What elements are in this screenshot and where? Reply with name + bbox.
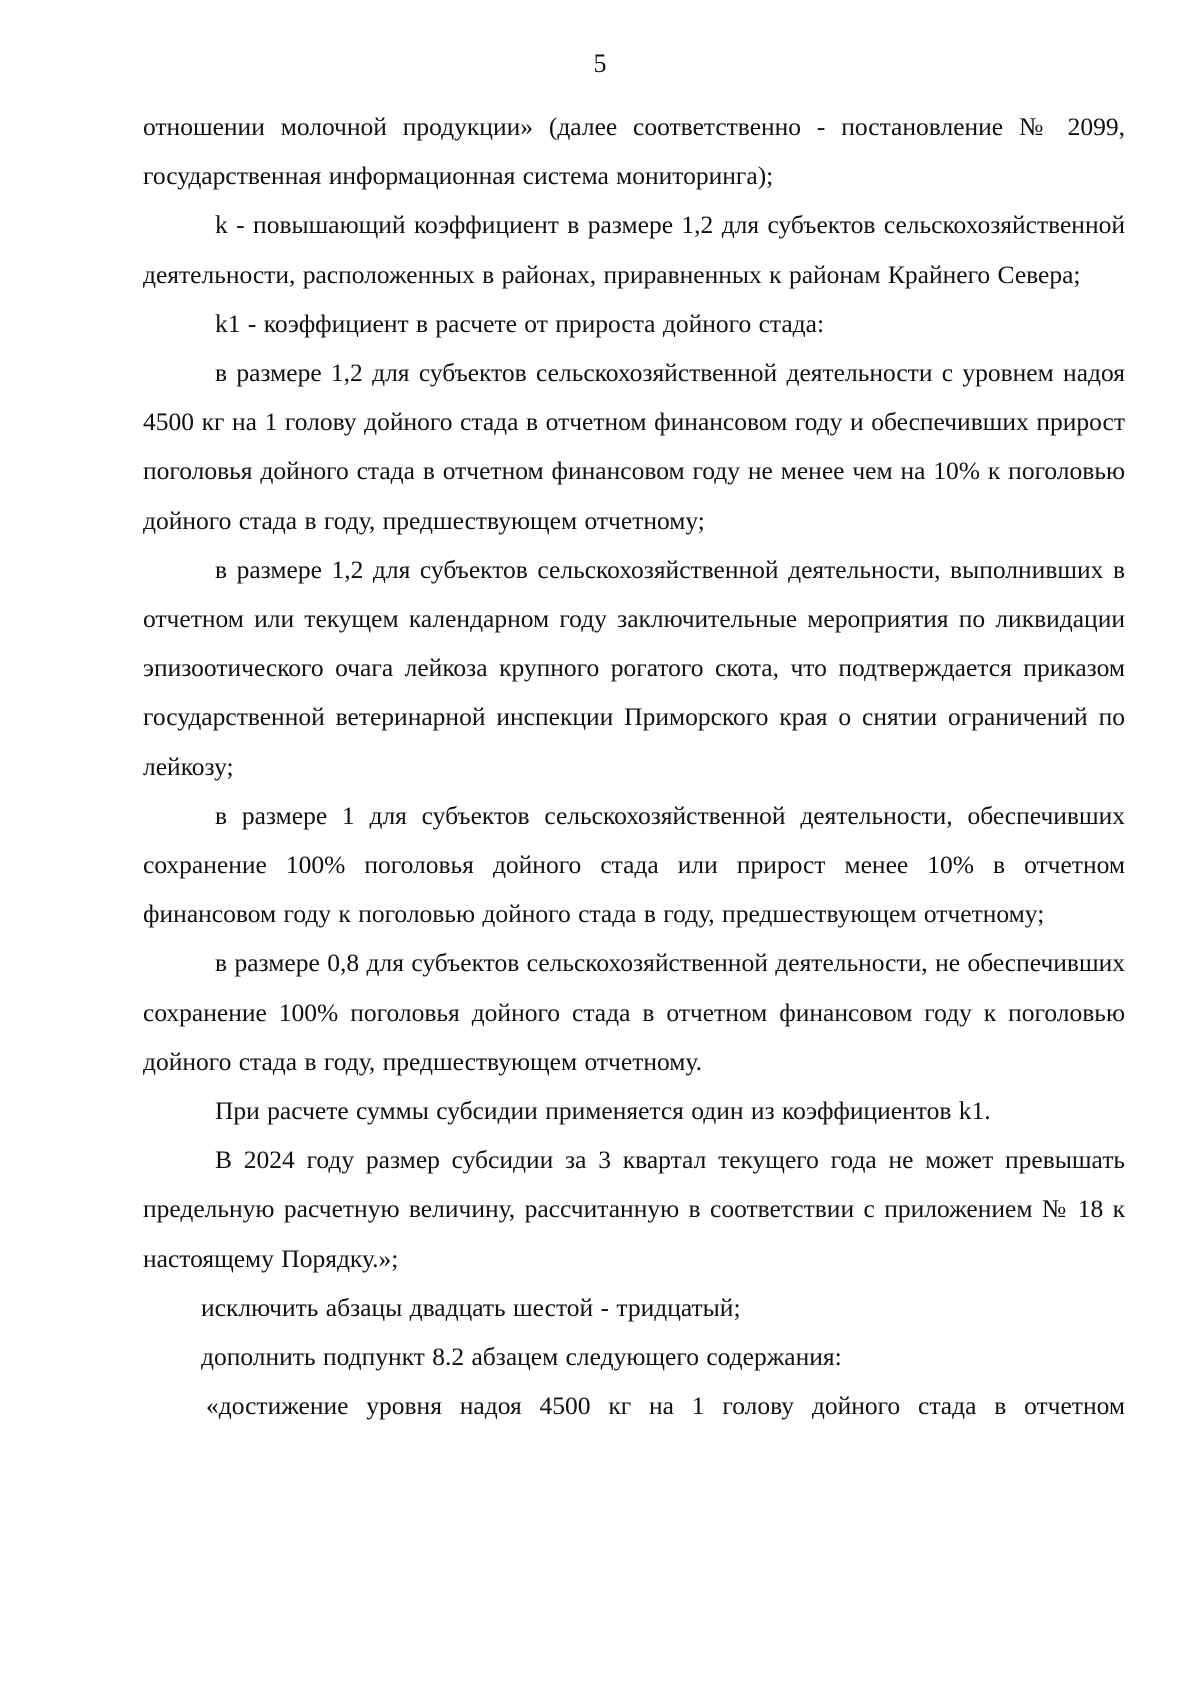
paragraph-add-subclause: дополнить подпункт 8.2 абзацем следующего содержания: xyxy=(201,1342,842,1372)
page-number: 5 xyxy=(593,49,607,78)
paragraph-k-coefficient: k - повышающий коэффициент в размере 1,2 для субъектов сельскохозяйственной деятельности, расположенных в районах, приравненных к районам Крайнего Севера; xyxy=(143,210,1125,289)
paragraph-exclude-clauses: исключить абзацы двадцать шестой - тридцатый; xyxy=(201,1292,741,1322)
paragraph-continuation: отношении молочной продукции» (далее соответственно - постановление № 2099, государственная информационная система мониторинга); xyxy=(143,112,1125,191)
paragraph-2024-limit: В 2024 году размер субсидии за 3 квартал текущего года не может превышать предельную расчетную величину, рассчитанную в соответствии с приложением № 18 к настоящему Порядку.»; xyxy=(143,1145,1125,1273)
paragraph-k1-case-leukosis: в размере 1,2 для субъектов сельскохозяйственной деятельности, выполнивших в отчетном или текущем календарном году заключительные мероприятия по ликвидации эпизоотического очага лейкоза крупного рогатого скота, что подтверждается приказом государственной ветеринарной инспекции Приморского края о снятии ограничений по лейкозу; xyxy=(143,554,1125,781)
paragraph-k1-case-preservation: в размере 1 для субъектов сельскохозяйственной деятельности, обеспечивших сохранение 100% поголовья дойного стада или прирост менее 10% в отчетном финансовом году к поголовью дойного стада в году, предшествующем отчетному; xyxy=(143,800,1125,929)
document-body xyxy=(143,102,1125,1430)
paragraph-k1-case-growth: в размере 1,2 для субъектов сельскохозяйственной деятельности с уровнем надоя 4500 кг на 1 голову дойного стада в отчетном финансовом году и обеспечивших прирост поголовья дойного стада в отчетном финансовом году не менее чем на 10% к поголовью дойного стада в году, предшествующем отчетному; xyxy=(143,358,1125,535)
paragraph-quote-start: «достижение уровня надоя 4500 кг на 1 голову дойного стада в отчетном xyxy=(206,1391,1125,1421)
paragraph-k1-coefficient: k1 - коэффициент в расчете от прироста дойного стада: xyxy=(215,308,825,338)
paragraph-single-coefficient: При расчете суммы субсидии применяется один из коэффициентов k1. xyxy=(215,1096,991,1126)
paragraph-k1-case-decline: в размере 0,8 для субъектов сельскохозяйственной деятельности, не обеспечивших сохранение 100% поголовья дойного стада в отчетном финансовом году к поголовью дойного стада в году, предшествующем отчетному. xyxy=(143,948,1125,1076)
